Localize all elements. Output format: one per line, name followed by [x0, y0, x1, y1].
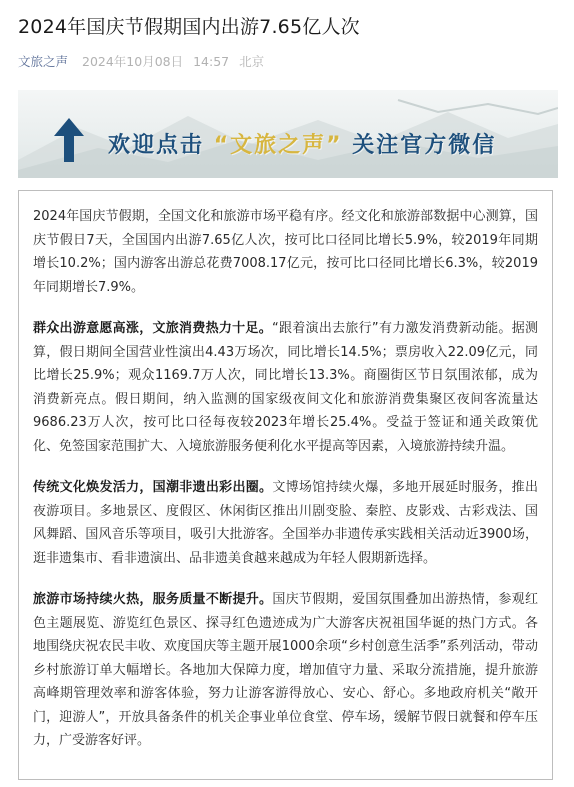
publish-time: 14:57: [193, 54, 230, 69]
paragraph-4-lead: 旅游市场持续火热，服务质量不断提升。: [33, 592, 273, 607]
banner-text-part2: 关注官方微信: [352, 133, 497, 158]
up-arrow-icon: [54, 118, 84, 162]
paragraph-3-lead: 传统文化焕发活力，国潮非遗出彩出圈。: [33, 480, 273, 495]
banner-text-highlight: “文旅之声”: [213, 133, 343, 158]
paragraph-4: [33, 588, 538, 753]
paragraph-4-text: 国庆节假期，爱国氛围叠加出游热情，参观红色主题展览、游览红色景区、探寻红色遗迹成为广大游客庆祝祖国华诞的热门方式。各地围绕庆祝农民丰收、欢度国庆等主题开展1000余项“乡村创意生活季”系列活动，带动乡村旅游订单大幅增长。各地加大保障力度，增加值守力量、采取分流措施，提升旅游高峰期管理效率和游客体验，努力让游客游得放心、安心、舒心。多地政府机关“敞开门，迎游人”，开放具备条件的机关企事业单位食堂、停车场，缓解节假日就餐和停车压力，广受游客好评。: [33, 592, 538, 748]
article-body: [18, 190, 553, 780]
paragraph-3: [33, 476, 538, 570]
article-title: 2024年国庆节假期国内出游7.65亿人次: [18, 16, 360, 38]
banner-text-part1: 欢迎点击: [108, 133, 205, 158]
paragraph-2-lead: 群众出游意愿高涨，文旅消费热力十足。: [33, 321, 272, 336]
paragraph-1: [33, 205, 538, 299]
paragraph-1-text: 2024年国庆节假期，全国文化和旅游市场平稳有序。经文化和旅游部数据中心测算，国庆节假日7天，全国国内出游7.65亿人次，按可比口径同比增长5.9%，较2019年同期增长10.2%；国内游客出游总花费7008.17亿元，按可比口径同比增长6.3%，较2019年同期增长7.9%。: [33, 209, 538, 295]
publish-date: 2024年10月08日: [82, 54, 184, 69]
paragraph-2-text: “跟着演出去旅行”有力激发消费新动能。据测算，假日期间全国营业性演出4.43万场次，同比增长14.5%；票房收入22.09亿元，同比增长25.9%；观众1169.7万人次，同比增长13.3%。商圈街区节日氛围浓郁，成为消费新亮点。假日期间，纳入监测的国家级夜间文化和旅游消费集聚区夜间客流量达9686.23万人次，按可比口径每夜较2023年增长25.4%。受益于签证和通关政策优化、免签国家范围扩大、入境旅游服务便利化水平提高等因素，入境旅游持续升温。: [33, 321, 538, 454]
article-meta: [18, 52, 264, 70]
follow-banner[interactable]: [18, 90, 558, 178]
account-name-link[interactable]: 文旅之声: [18, 54, 69, 69]
paragraph-2: [33, 317, 538, 458]
publish-location: 北京: [239, 54, 265, 69]
paragraph-3-text: 文博场馆持续火爆，多地开展延时服务，推出夜游项目。多地景区、度假区、休闲街区推出川剧变脸、秦腔、皮影戏、古彩戏法、国风舞蹈、国风音乐等项目，吸引大批游客。全国举办非遗传承实践相关活动近3900场，逛非遗集市、看非遗演出、品非遗美食越来越成为年轻人假期新选择。: [33, 480, 538, 566]
banner-slogan: [108, 128, 496, 159]
